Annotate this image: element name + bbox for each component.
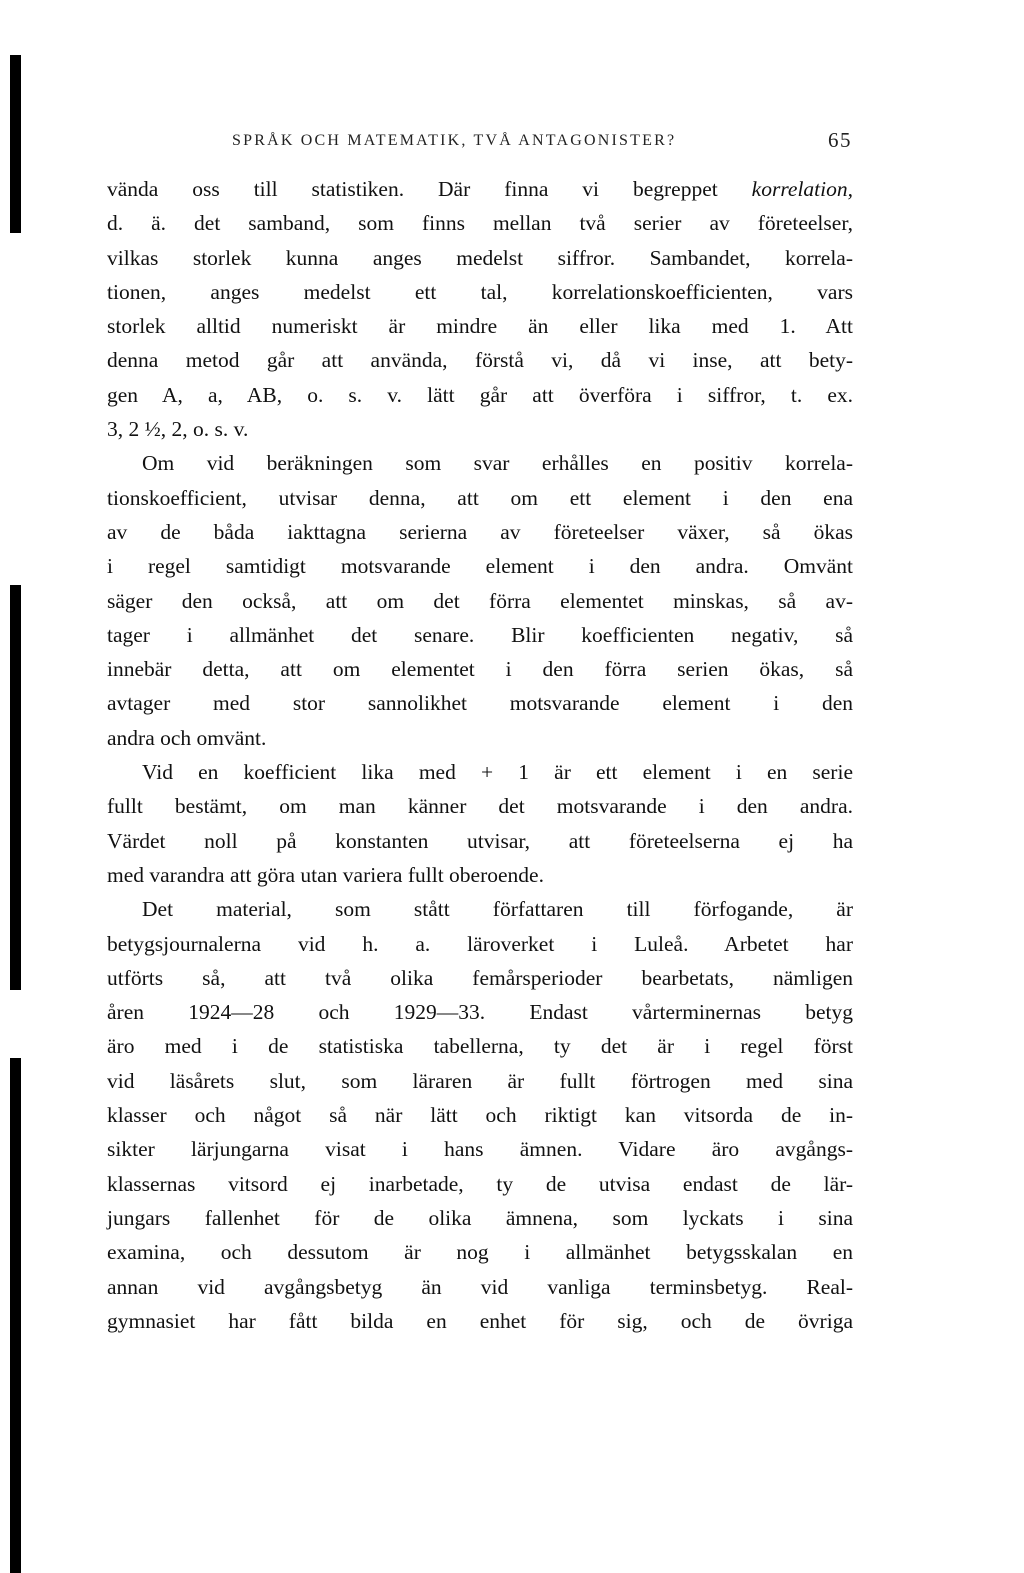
text-line: Vid en koefficient lika med + 1 är ett element i en serie (142, 760, 853, 785)
text-line: säger den också, att om det förra elementet minskas, så av- (107, 588, 853, 613)
text-line: Värdet noll på konstanten utvisar, att företeelserna ej ha (107, 828, 853, 853)
text-line: med varandra att göra utan variera fullt oberoende. (107, 862, 544, 887)
text-line: av de båda iakttagna serierna av företeelser växer, så ökas (107, 519, 853, 544)
text-line: andra och omvänt. (107, 725, 267, 750)
text-line: Om vid beräkningen som svar erhålles en positiv korrela- (142, 451, 853, 476)
text-line-segment: vända oss till statistiken. Där finna vi begreppet (107, 177, 752, 201)
text-line: jungars fallenhet för de olika ämnena, som lyckats i sina (107, 1205, 853, 1230)
text-line: i regel samtidigt motsvarande element i den andra. Omvänt (107, 554, 853, 579)
text-line: vilkas storlek kunna anges medelst siffror. Sambandet, korrela- (107, 245, 853, 270)
text-line: klasser och något så när lätt och riktigt kan vitsorda de in- (107, 1103, 853, 1128)
text-line: sikter lärjungarna visat i hans ämnen. Vidare äro avgångs- (107, 1137, 853, 1162)
text-line: betygsjournalerna vid h. a. läroverket i Luleå. Arbetet har (107, 931, 853, 956)
scan-edge-bar-middle (10, 585, 21, 990)
running-title: SPRÅK OCH MATEMATIK, TVÅ ANTAGONISTER? (232, 132, 677, 149)
text-line: tionskoefficient, utvisar denna, att om ett element i den ena (107, 485, 853, 510)
text-line: denna metod går att använda, förstå vi, då vi inse, att bety- (107, 348, 853, 373)
text-line (107, 172, 853, 206)
text-line: examina, och dessutom är nog i allmänhet betygsskalan en (107, 1240, 853, 1265)
text-line: fullt bestämt, om man känner det motsvarande i den andra. (107, 794, 853, 819)
text-line: gymnasiet har fått bilda en enhet för sig, och de övriga (107, 1308, 853, 1333)
text-line: vid läsårets slut, som läraren är fullt förtrogen med sina (107, 1068, 853, 1093)
text-line: åren 1924—28 och 1929—33. Endast vårterminernas betyg (107, 1000, 853, 1025)
page-number: 65 (828, 128, 852, 152)
scan-edge-bar-top (10, 55, 21, 233)
text-line: tionen, anges medelst ett tal, korrelationskoefficienten, vars (107, 279, 853, 304)
text-line: innebär detta, att om elementet i den förra serien ökas, så (107, 657, 853, 682)
text-line: klassernas vitsord ej inarbetade, ty de utvisa endast de lär- (107, 1171, 853, 1196)
italic-term: korrelation, (751, 177, 853, 201)
text-line: tager i allmänhet det senare. Blir koefficienten negativ, så (107, 622, 853, 647)
body-text (107, 172, 853, 1338)
text-line: annan vid avgångsbetyg än vid vanliga terminsbetyg. Real- (107, 1274, 853, 1299)
scan-edge-bar-bottom (10, 1058, 21, 1573)
text-line: utförts så, att två olika femårsperioder bearbetats, nämligen (107, 965, 853, 990)
text-line: Det material, som stått författaren till förfogande, är (142, 897, 853, 922)
running-head (232, 128, 852, 158)
text-line: äro med i de statistiska tabellerna, ty det är i regel först (107, 1034, 853, 1059)
text-line: gen A, a, AB, o. s. v. lätt går att överföra i siffror, t. ex. (107, 382, 853, 407)
text-line: storlek alltid numeriskt är mindre än eller lika med 1. Att (107, 314, 853, 339)
text-line: avtager med stor sannolikhet motsvarande element i den (107, 691, 853, 716)
text-line: d. ä. det samband, som finns mellan två serier av företeelser, (107, 211, 853, 236)
text-line: 3, 2 ½, 2, o. s. v. (107, 417, 249, 442)
